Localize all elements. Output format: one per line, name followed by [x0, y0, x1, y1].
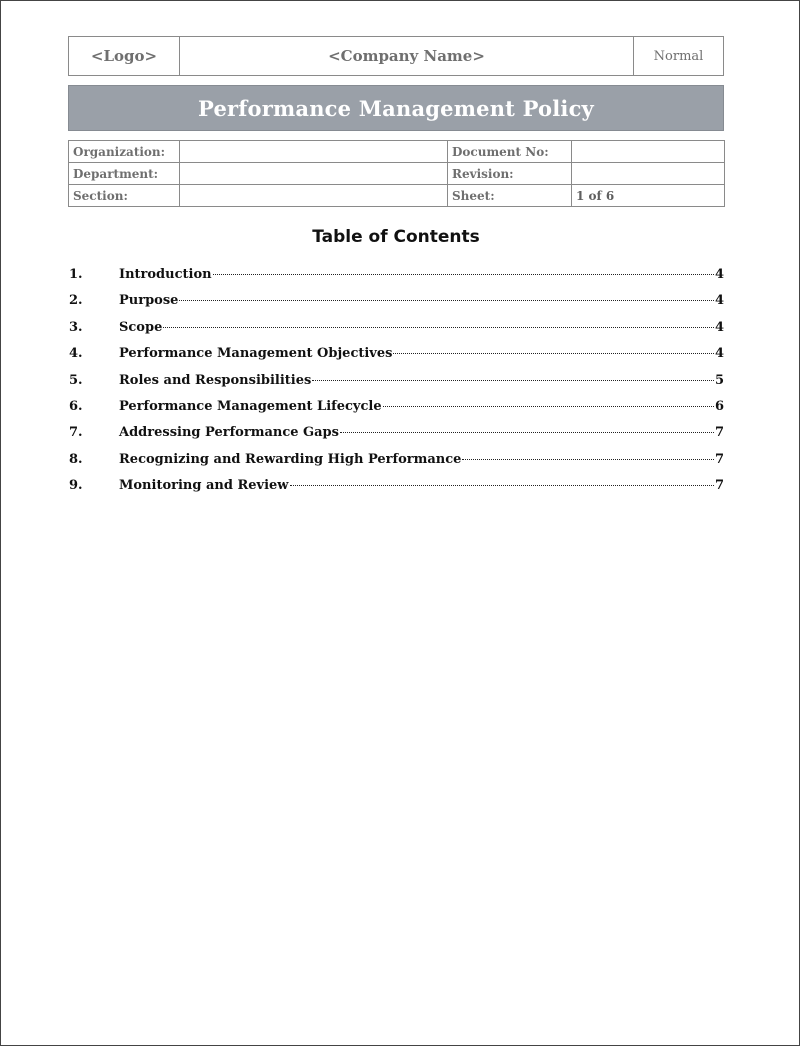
toc-entry-label: Recognizing and Rewarding High Performance: [119, 451, 462, 467]
toc-entry-number: 5.: [69, 372, 83, 388]
toc-entry-purpose[interactable]: [69, 293, 724, 319]
toc-entry-page: 7: [714, 451, 724, 467]
department-value: [180, 163, 448, 185]
toc-entry-page: 4: [714, 346, 724, 362]
document-header: [68, 36, 724, 76]
toc-dot-leader: [213, 274, 714, 275]
toc-entry-label: Performance Management Objectives: [119, 346, 393, 362]
toc-entry-introduction[interactable]: [69, 267, 724, 293]
toc-entry-number: 4.: [69, 346, 83, 362]
toc-entry-roles[interactable]: [69, 373, 724, 399]
toc-dot-leader: [312, 380, 714, 381]
toc-entry-recognition[interactable]: [69, 452, 724, 478]
logo-placeholder: <Logo>: [69, 37, 180, 76]
toc-entry-label: Purpose: [119, 293, 179, 309]
toc-entry-page: 4: [714, 293, 724, 309]
info-row: [69, 185, 725, 207]
info-row: [69, 141, 725, 163]
sheet-label: Sheet:: [448, 185, 572, 207]
toc-entry-objectives[interactable]: [69, 346, 724, 372]
toc-entry-number: 7.: [69, 425, 83, 441]
toc-entry-lifecycle[interactable]: [69, 399, 724, 425]
document-title: Performance Management Policy: [68, 85, 724, 131]
document-status: Normal: [634, 37, 724, 76]
toc-entry-number: 3.: [69, 319, 83, 335]
toc-entry-monitoring[interactable]: [69, 478, 724, 504]
revision-value: [572, 163, 725, 185]
sheet-value: 1 of 6: [572, 185, 725, 207]
company-name: <Company Name>: [180, 37, 634, 76]
section-label: Section:: [69, 185, 180, 207]
toc-entry-label: Scope: [119, 319, 163, 335]
toc-dot-leader: [340, 432, 714, 433]
info-row: [69, 163, 725, 185]
toc-entry-page: 7: [714, 425, 724, 441]
toc-entry-label: Monitoring and Review: [119, 478, 289, 494]
toc-entry-number: 9.: [69, 478, 83, 494]
toc-entry-number: 1.: [69, 267, 83, 282]
toc-entry-label: Addressing Performance Gaps: [119, 425, 339, 441]
toc-dot-leader: [393, 353, 714, 354]
toc-dot-leader: [163, 327, 714, 328]
toc-entry-page: 4: [714, 267, 724, 282]
toc-entry-number: 8.: [69, 451, 83, 467]
section-value: [180, 185, 448, 207]
document-no-value: [572, 141, 725, 163]
toc-entry-page: 4: [714, 319, 724, 335]
department-label: Department:: [69, 163, 180, 185]
organization-label: Organization:: [69, 141, 180, 163]
toc-entry-page: 5: [714, 372, 724, 388]
toc-dot-leader: [290, 485, 714, 486]
toc-entry-page: 7: [714, 478, 724, 494]
organization-value: [180, 141, 448, 163]
toc-entry-number: 6.: [69, 398, 83, 414]
toc-entry-gaps[interactable]: [69, 425, 724, 451]
table-of-contents: [69, 267, 724, 505]
toc-entry-page: 6: [714, 398, 724, 414]
toc-heading: Table of Contents: [312, 227, 480, 247]
toc-entry-scope[interactable]: [69, 320, 724, 346]
toc-dot-leader: [462, 459, 714, 460]
toc-dot-leader: [179, 300, 714, 301]
toc-entry-label: Roles and Responsibilities: [119, 372, 312, 388]
toc-entry-number: 2.: [69, 293, 83, 309]
document-info-table: [68, 140, 725, 207]
toc-entry-label: Introduction: [119, 267, 212, 282]
revision-label: Revision:: [448, 163, 572, 185]
document-no-label: Document No:: [448, 141, 572, 163]
toc-dot-leader: [383, 406, 714, 407]
toc-entry-label: Performance Management Lifecycle: [119, 398, 382, 414]
